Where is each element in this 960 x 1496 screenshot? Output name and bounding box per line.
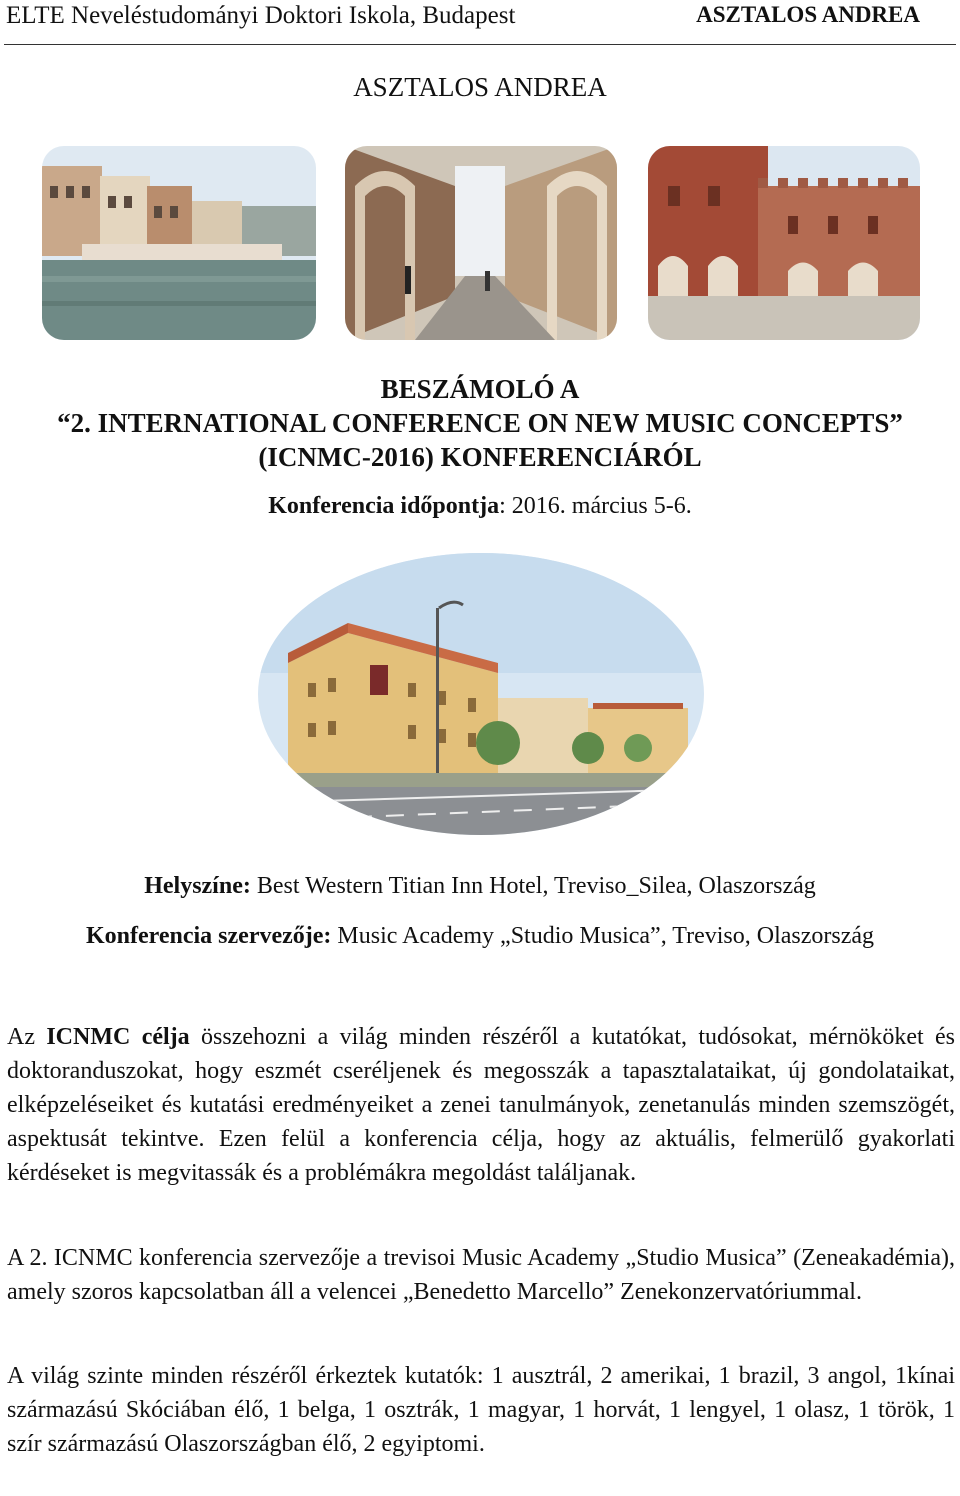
p1-start: Az xyxy=(7,1024,47,1050)
report-title-line2: “2. INTERNATIONAL CONFERENCE ON NEW MUSIC CONCEPTS” xyxy=(57,408,903,438)
author-name: ASZTALOS ANDREA xyxy=(353,72,607,102)
dates-value: : 2016. március 5-6. xyxy=(499,493,692,519)
header-divider xyxy=(4,44,956,45)
conference-dates xyxy=(0,493,960,520)
photo-arcaded-street xyxy=(345,146,617,340)
paragraph-aims xyxy=(7,1020,955,1190)
paragraph-organizer: A 2. ICNMC konferencia szervezője a trevisoi Music Academy „Studio Musica” (Zeneakadémia), amely szoros kapcsolatban áll a velencei „Benedetto Marcello” Zenekonzervatóriummal. xyxy=(7,1245,955,1305)
p1-bold: ICNMC célja xyxy=(46,1024,190,1050)
header-institution: ELTE Neveléstudományi Doktori Iskola, Budapest xyxy=(6,2,516,29)
header-author: ASZTALOS ANDREA xyxy=(696,2,920,27)
venue-value: Best Western Titian Inn Hotel, Treviso_Silea, Olaszország xyxy=(250,873,816,899)
dates-label: Konferencia időpontja xyxy=(268,493,500,519)
organizer-label: Konferencia szervezője: xyxy=(85,923,332,949)
report-title-line1: BESZÁMOLÓ A xyxy=(380,374,580,404)
venue-line xyxy=(0,873,960,900)
organizer-value: Music Academy „Studio Musica”, Treviso, Olaszország xyxy=(331,923,875,949)
photo-canal-bridge xyxy=(42,146,316,340)
photo-piazza xyxy=(648,146,920,340)
paragraph-participants: A világ szinte minden részéről érkeztek kutatók: 1 ausztrál, 2 amerikai, 1 brazil, 3 angol, 1kínai származású Skóciában élő, 1 belga, 1 osztrák, 1 magyar, 1 horvát, 1 lengyel, 1 olasz, 1 török, 1 szír származású Olaszországban élő, 2 egyiptomi. xyxy=(7,1363,955,1457)
running-header xyxy=(6,2,956,32)
photo-hotel xyxy=(258,553,704,835)
organizer-line xyxy=(0,923,960,950)
p1-rest: összehozni a világ minden részéről a kutatókat, tudósokat, mérnököket és doktoranduszokat, hogy eszmét cseréljenek és megosszák a tapasztalataikat, új gondolataikat, elképzeléseiket és kutatási eredményeiket a zenei tanulmányok, zenetanulás minden szemszögét, aspektusát tekintve. Ezen felül a konferencia célja, hogy az aktuális, felmerülő gyakorlati kérdéseket is megvitassák és a problémákra megoldást találjanak. xyxy=(7,1024,956,1186)
report-title-line3: (ICNMC-2016) KONFERENCIÁRÓL xyxy=(258,442,702,472)
venue-label: Helyszíne: xyxy=(144,873,251,899)
